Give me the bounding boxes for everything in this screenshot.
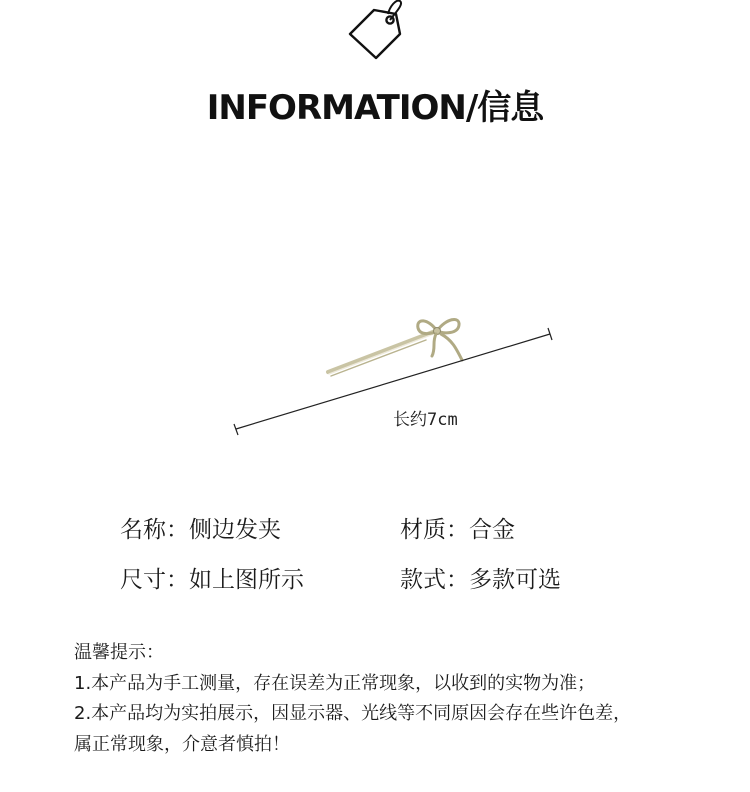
spec-name: 名称：侧边发夹	[120, 517, 281, 543]
spec-material: 材质：合金	[400, 517, 515, 543]
size-label: 长约7cm	[393, 410, 458, 430]
tips-line-2: 2.本产品均为实拍展示，因显示器、光线等不同原因会存在些许色差，	[74, 703, 632, 724]
tips-heading: 温馨提示：	[74, 642, 164, 663]
spec-style: 款式：多款可选	[400, 567, 561, 593]
price-tag-icon	[344, 0, 408, 60]
product-image	[0, 290, 750, 450]
hairpin-illustration	[328, 319, 462, 376]
tips-section	[74, 638, 714, 760]
tips-line-1: 1.本产品为手工测量，存在误差为正常现象，以收到的实物为准；	[74, 672, 596, 694]
spec-size: 尺寸：如上图所示	[120, 567, 304, 593]
page-title: INFORMATION/信息	[206, 88, 544, 128]
tips-line-3: 属正常现象，介意者慎拍！	[74, 733, 290, 755]
